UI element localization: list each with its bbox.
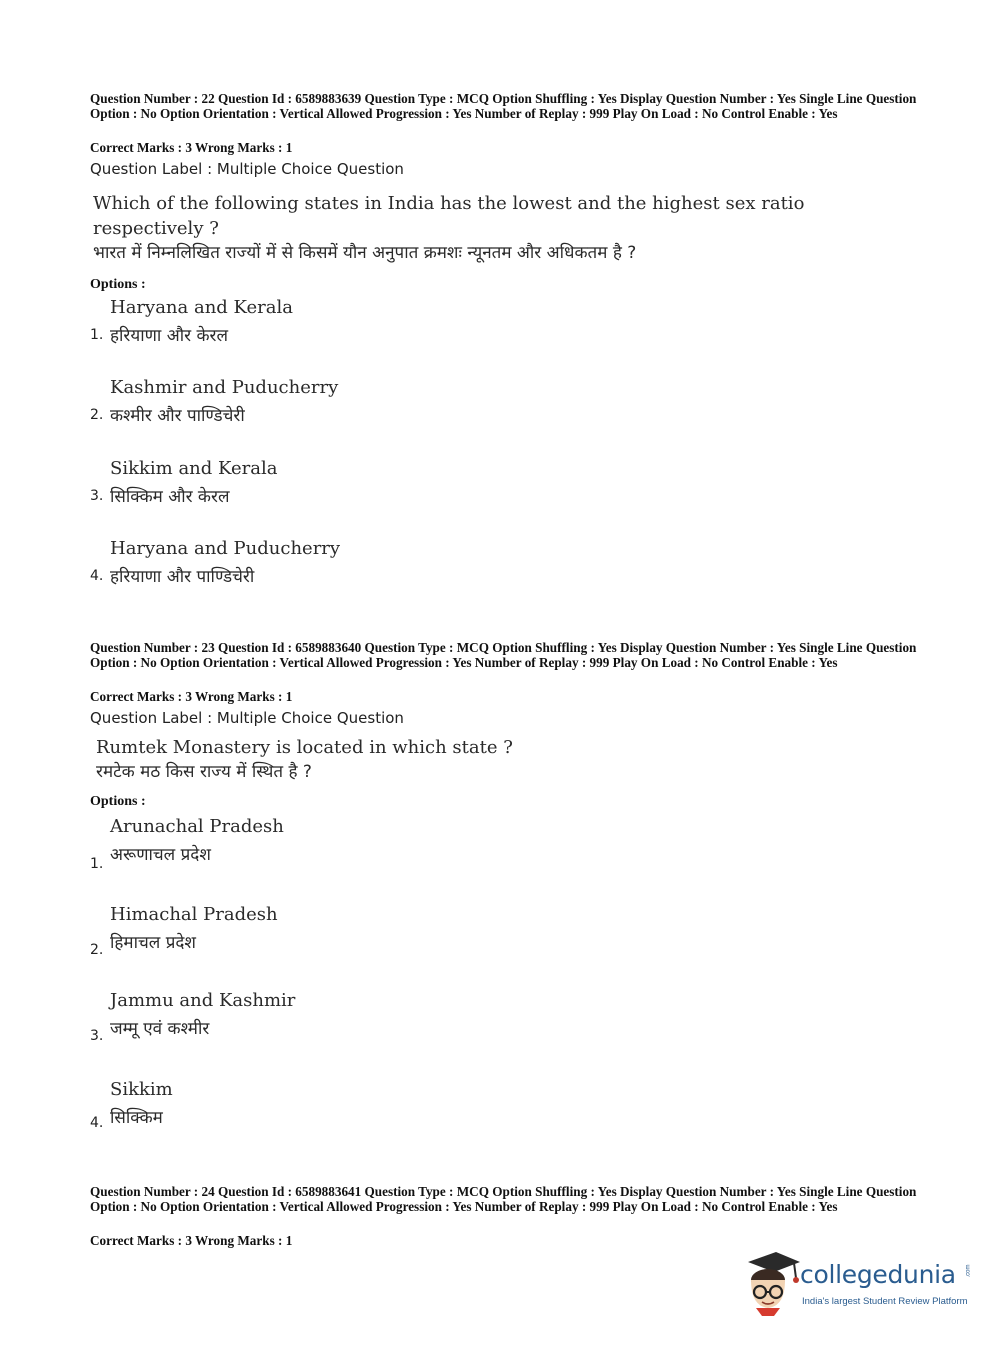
option-text-en: Sikkim and Kerala <box>110 458 278 479</box>
option-number: 2. <box>90 942 104 958</box>
question-22-options-heading: Options : <box>90 277 146 292</box>
student-mascot-icon <box>742 1250 802 1316</box>
option-number: 1. <box>90 856 104 872</box>
option-text-hi: हरियाणा और केरल <box>110 326 229 346</box>
question-23-option-4[interactable] <box>90 1079 490 1139</box>
question-24-meta: Question Number : 24 Question Id : 6589883641 Question Type : MCQ Option Shuffling : Yes Display Question Number : Yes Single Line Question Option : No Option Orientation : Vertical Allowed Progression : Yes Number of Replay : 999 Play On Load : No Control Enable : Yes <box>90 1184 917 1214</box>
option-text-hi: अरूणाचल प्रदेश <box>110 845 211 865</box>
option-text-en: Haryana and Kerala <box>110 297 293 318</box>
option-number: 3. <box>90 1028 104 1044</box>
question-23-option-2[interactable] <box>90 904 490 964</box>
question-23-option-1[interactable] <box>90 816 490 876</box>
logo-wordmark: collegedunia <box>800 1260 956 1289</box>
question-22-label: Question Label : Multiple Choice Question <box>90 160 404 178</box>
question-22-text-hi: भारत में निम्नलिखित राज्यों में से किसमें यौन अनुपात क्रमशः न्यूनतम और अधिकतम है ? <box>93 243 637 263</box>
question-23-options-heading: Options : <box>90 794 146 809</box>
option-text-en: Kashmir and Puducherry <box>110 377 339 398</box>
option-text-en: Jammu and Kashmir <box>110 990 296 1011</box>
question-23-marks: Correct Marks : 3 Wrong Marks : 1 <box>90 689 293 704</box>
option-number: 1. <box>90 327 104 343</box>
logo-tagline: India's largest Student Review Platform <box>802 1296 968 1307</box>
question-23-meta: Question Number : 23 Question Id : 6589883640 Question Type : MCQ Option Shuffling : Yes Display Question Number : Yes Single Line Question Option : No Option Orientation : Vertical Allowed Progression : Yes Number of Replay : 999 Play On Load : No Control Enable : Yes <box>90 640 917 670</box>
option-text-hi: सिक्किम और केरल <box>110 487 230 507</box>
option-text-en: Sikkim <box>110 1079 173 1100</box>
option-number: 2. <box>90 407 104 423</box>
question-23-text-hi: रमटेक मठ किस राज्य में स्थित है ? <box>96 762 312 782</box>
question-22-option-2[interactable] <box>90 377 490 437</box>
option-text-hi: हरियाणा और पाण्डिचेरी <box>110 567 255 587</box>
logo-com: .com <box>965 1264 972 1278</box>
question-22-marks: Correct Marks : 3 Wrong Marks : 1 <box>90 140 293 155</box>
question-23-text-en: Rumtek Monastery is located in which state ? <box>96 737 513 758</box>
question-22-option-1[interactable] <box>90 297 490 357</box>
option-text-en: Arunachal Pradesh <box>110 816 284 837</box>
collegedunia-logo[interactable] <box>742 1250 972 1316</box>
option-text-hi: हिमाचल प्रदेश <box>110 933 196 953</box>
option-number: 3. <box>90 488 104 504</box>
question-22-text-en: Which of the following states in India has the lowest and the highest sex ratio respectively ? <box>93 193 805 239</box>
question-22-text <box>93 191 813 266</box>
option-text-en: Haryana and Puducherry <box>110 538 341 559</box>
option-text-hi: कश्मीर और पाण्डिचेरी <box>110 406 245 426</box>
option-text-hi: जम्मू एवं कश्मीर <box>110 1019 210 1039</box>
question-22-option-4[interactable] <box>90 538 490 598</box>
question-24-marks: Correct Marks : 3 Wrong Marks : 1 <box>90 1233 293 1248</box>
question-23-label: Question Label : Multiple Choice Question <box>90 709 404 727</box>
question-23-option-3[interactable] <box>90 990 490 1050</box>
option-text-hi: सिक्किम <box>110 1108 163 1128</box>
option-number: 4. <box>90 1115 104 1131</box>
option-text-en: Himachal Pradesh <box>110 904 278 925</box>
option-number: 4. <box>90 568 104 584</box>
question-22-meta: Question Number : 22 Question Id : 6589883639 Question Type : MCQ Option Shuffling : Yes Display Question Number : Yes Single Line Question Option : No Option Orientation : Vertical Allowed Progression : Yes Number of Replay : 999 Play On Load : No Control Enable : Yes <box>90 91 917 121</box>
question-23-text <box>96 735 816 785</box>
question-22-option-3[interactable] <box>90 458 490 518</box>
